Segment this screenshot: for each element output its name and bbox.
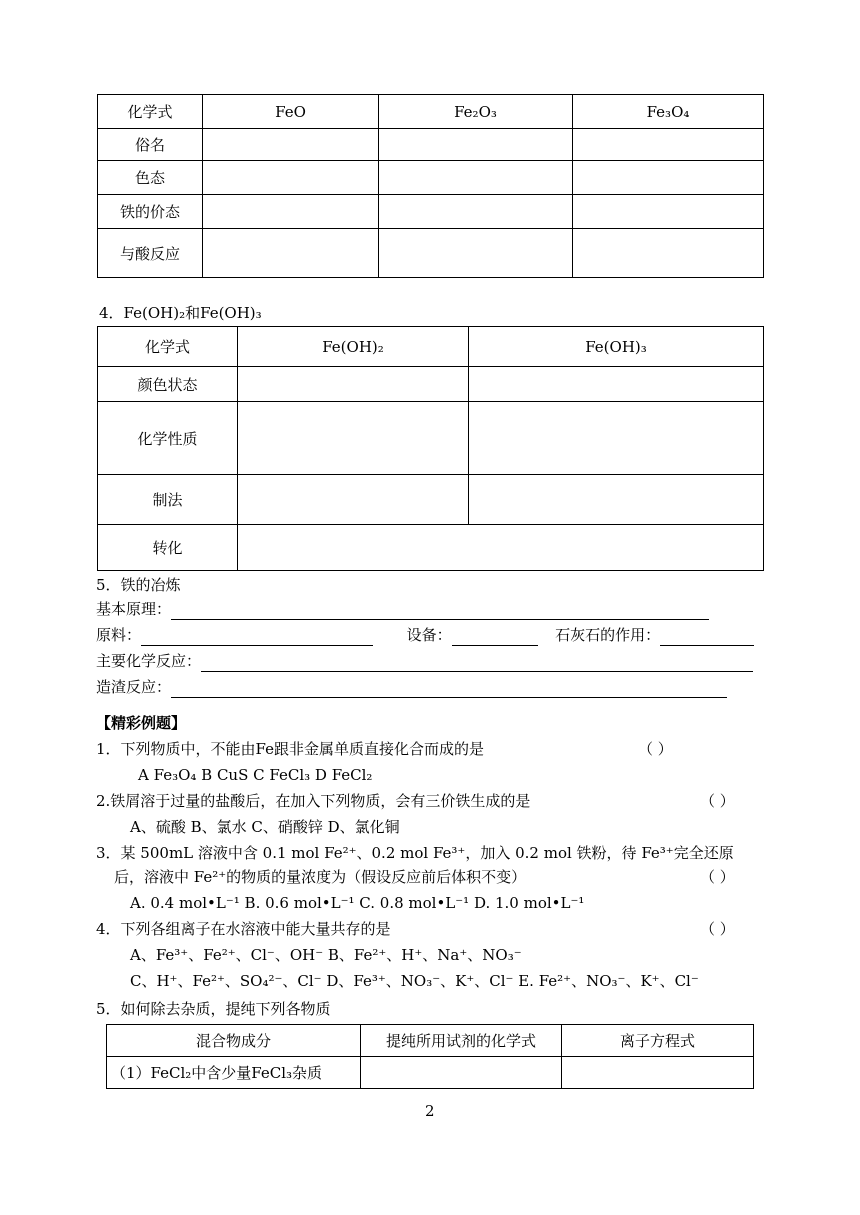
table2-cell[interactable] — [469, 402, 764, 475]
table3-header-reagent: 提纯所用试剂的化学式 — [361, 1025, 562, 1057]
table2-header-formula: 化学式 — [98, 327, 238, 367]
table1-row-label: 俗名 — [98, 129, 203, 161]
main-reaction-blank[interactable] — [201, 655, 753, 672]
table2-header-feoh3: Fe(OH)₃ — [469, 327, 764, 367]
q3-answer-paren[interactable]: （ ） — [700, 868, 735, 886]
hydroxide-table — [97, 326, 764, 571]
principle-blank[interactable] — [171, 603, 709, 620]
table2-cell[interactable] — [469, 367, 764, 402]
table1-cell[interactable] — [379, 229, 573, 278]
table1-cell[interactable] — [379, 161, 573, 195]
table1-cell[interactable] — [573, 195, 764, 229]
q1-options: A Fe₃O₄ B CuS C FeCl₃ D FeCl₂ — [138, 766, 373, 784]
q4-options-line2: C、H⁺、Fe²⁺、SO₄²⁻、Cl⁻ D、Fe³⁺、NO₃⁻、K⁺、Cl⁻ E. Fe²⁺、NO₃⁻、K⁺、Cl⁻ — [130, 972, 699, 990]
purification-table — [106, 1024, 754, 1089]
table1-cell[interactable] — [203, 229, 379, 278]
q2-answer-paren[interactable]: （ ） — [700, 792, 735, 810]
table1-cell[interactable] — [203, 195, 379, 229]
table2-row-label: 化学性质 — [98, 402, 238, 475]
principle-label: 基本原理： — [96, 600, 172, 618]
table2-cell[interactable] — [469, 475, 764, 525]
table3-row-mixture: （1）FeCl₂中含少量FeCl₃杂质 — [107, 1057, 361, 1089]
main-reaction-label: 主要化学反应： — [96, 652, 202, 670]
q4-options-line1: A、Fe³⁺、Fe²⁺、Cl⁻、OH⁻ B、Fe²⁺、H⁺、Na⁺、NO₃⁻ — [130, 946, 522, 964]
table1-cell[interactable] — [379, 195, 573, 229]
table2-row-label: 颜色状态 — [98, 367, 238, 402]
q1-answer-paren[interactable]: （ ） — [638, 740, 673, 758]
table2-cell-wide[interactable] — [238, 525, 764, 571]
table1-cell[interactable] — [573, 129, 764, 161]
table1-row-label: 色态 — [98, 161, 203, 195]
table2-header-feoh2: Fe(OH)₂ — [238, 327, 469, 367]
slag-reaction-label: 造渣反应： — [96, 678, 172, 696]
table2-cell[interactable] — [238, 402, 469, 475]
q3-options: A. 0.4 mol•L⁻¹ B. 0.6 mol•L⁻¹ C. 0.8 mol•L⁻¹ D. 1.0 mol•L⁻¹ — [130, 894, 585, 912]
page-number: 2 — [425, 1102, 435, 1120]
examples-heading: 【精彩例题】 — [96, 714, 187, 732]
q1-stem: 1．下列物质中，不能由Fe跟非金属单质直接化合而成的是 — [96, 740, 485, 758]
equipment-blank[interactable] — [452, 629, 538, 646]
table2-cell[interactable] — [238, 367, 469, 402]
q5-stem: 5．如何除去杂质，提纯下列各物质 — [96, 1000, 331, 1018]
table1-cell[interactable] — [573, 161, 764, 195]
table1-cell[interactable] — [379, 129, 573, 161]
materials-label: 原料： — [96, 626, 142, 644]
table1-header-fe2o3: Fe₂O₃ — [379, 95, 573, 129]
table1-cell[interactable] — [203, 161, 379, 195]
table1-header-fe3o4: Fe₃O₄ — [573, 95, 764, 129]
q4-stem: 4．下列各组离子在水溶液中能大量共存的是 — [96, 920, 391, 938]
q2-stem: 2.铁屑溶于过量的盐酸后，在加入下列物质，会有三价铁生成的是 — [96, 792, 531, 810]
limestone-blank[interactable] — [660, 629, 754, 646]
equipment-label: 设备： — [406, 626, 452, 644]
q4-answer-paren[interactable]: （ ） — [700, 920, 735, 938]
q3-stem-continued: 后，溶液中 Fe²⁺的物质的量浓度为（假设反应前后体积不变） — [114, 868, 527, 886]
section5-title: 5．铁的冶炼 — [96, 576, 181, 594]
table1-cell[interactable] — [573, 229, 764, 278]
table2-cell[interactable] — [238, 475, 469, 525]
table1-row-label: 铁的价态 — [98, 195, 203, 229]
table2-row-label: 制法 — [98, 475, 238, 525]
oxide-table — [97, 94, 764, 278]
q2-options: A、硫酸 B、氯水 C、硝酸锌 D、氯化铜 — [130, 818, 400, 836]
table1-row-label: 与酸反应 — [98, 229, 203, 278]
slag-reaction-blank[interactable] — [171, 681, 727, 698]
table1-header-feo: FeO — [203, 95, 379, 129]
q3-stem: 3．某 500mL 溶液中含 0.1 mol Fe²⁺、0.2 mol Fe³⁺，加入 0.2 mol 铁粉，待 Fe³⁺完全还原 — [96, 844, 734, 862]
table3-header-equation: 离子方程式 — [562, 1025, 754, 1057]
table2-row-label: 转化 — [98, 525, 238, 571]
table3-cell-reagent[interactable] — [361, 1057, 562, 1089]
section4-title: 4．Fe(OH)₂和Fe(OH)₃ — [99, 304, 262, 322]
table3-header-mixture: 混合物成分 — [107, 1025, 361, 1057]
table1-header-formula: 化学式 — [98, 95, 203, 129]
table1-cell[interactable] — [203, 129, 379, 161]
materials-blank[interactable] — [141, 629, 373, 646]
table3-cell-equation[interactable] — [562, 1057, 754, 1089]
limestone-label: 石灰石的作用： — [555, 626, 661, 644]
